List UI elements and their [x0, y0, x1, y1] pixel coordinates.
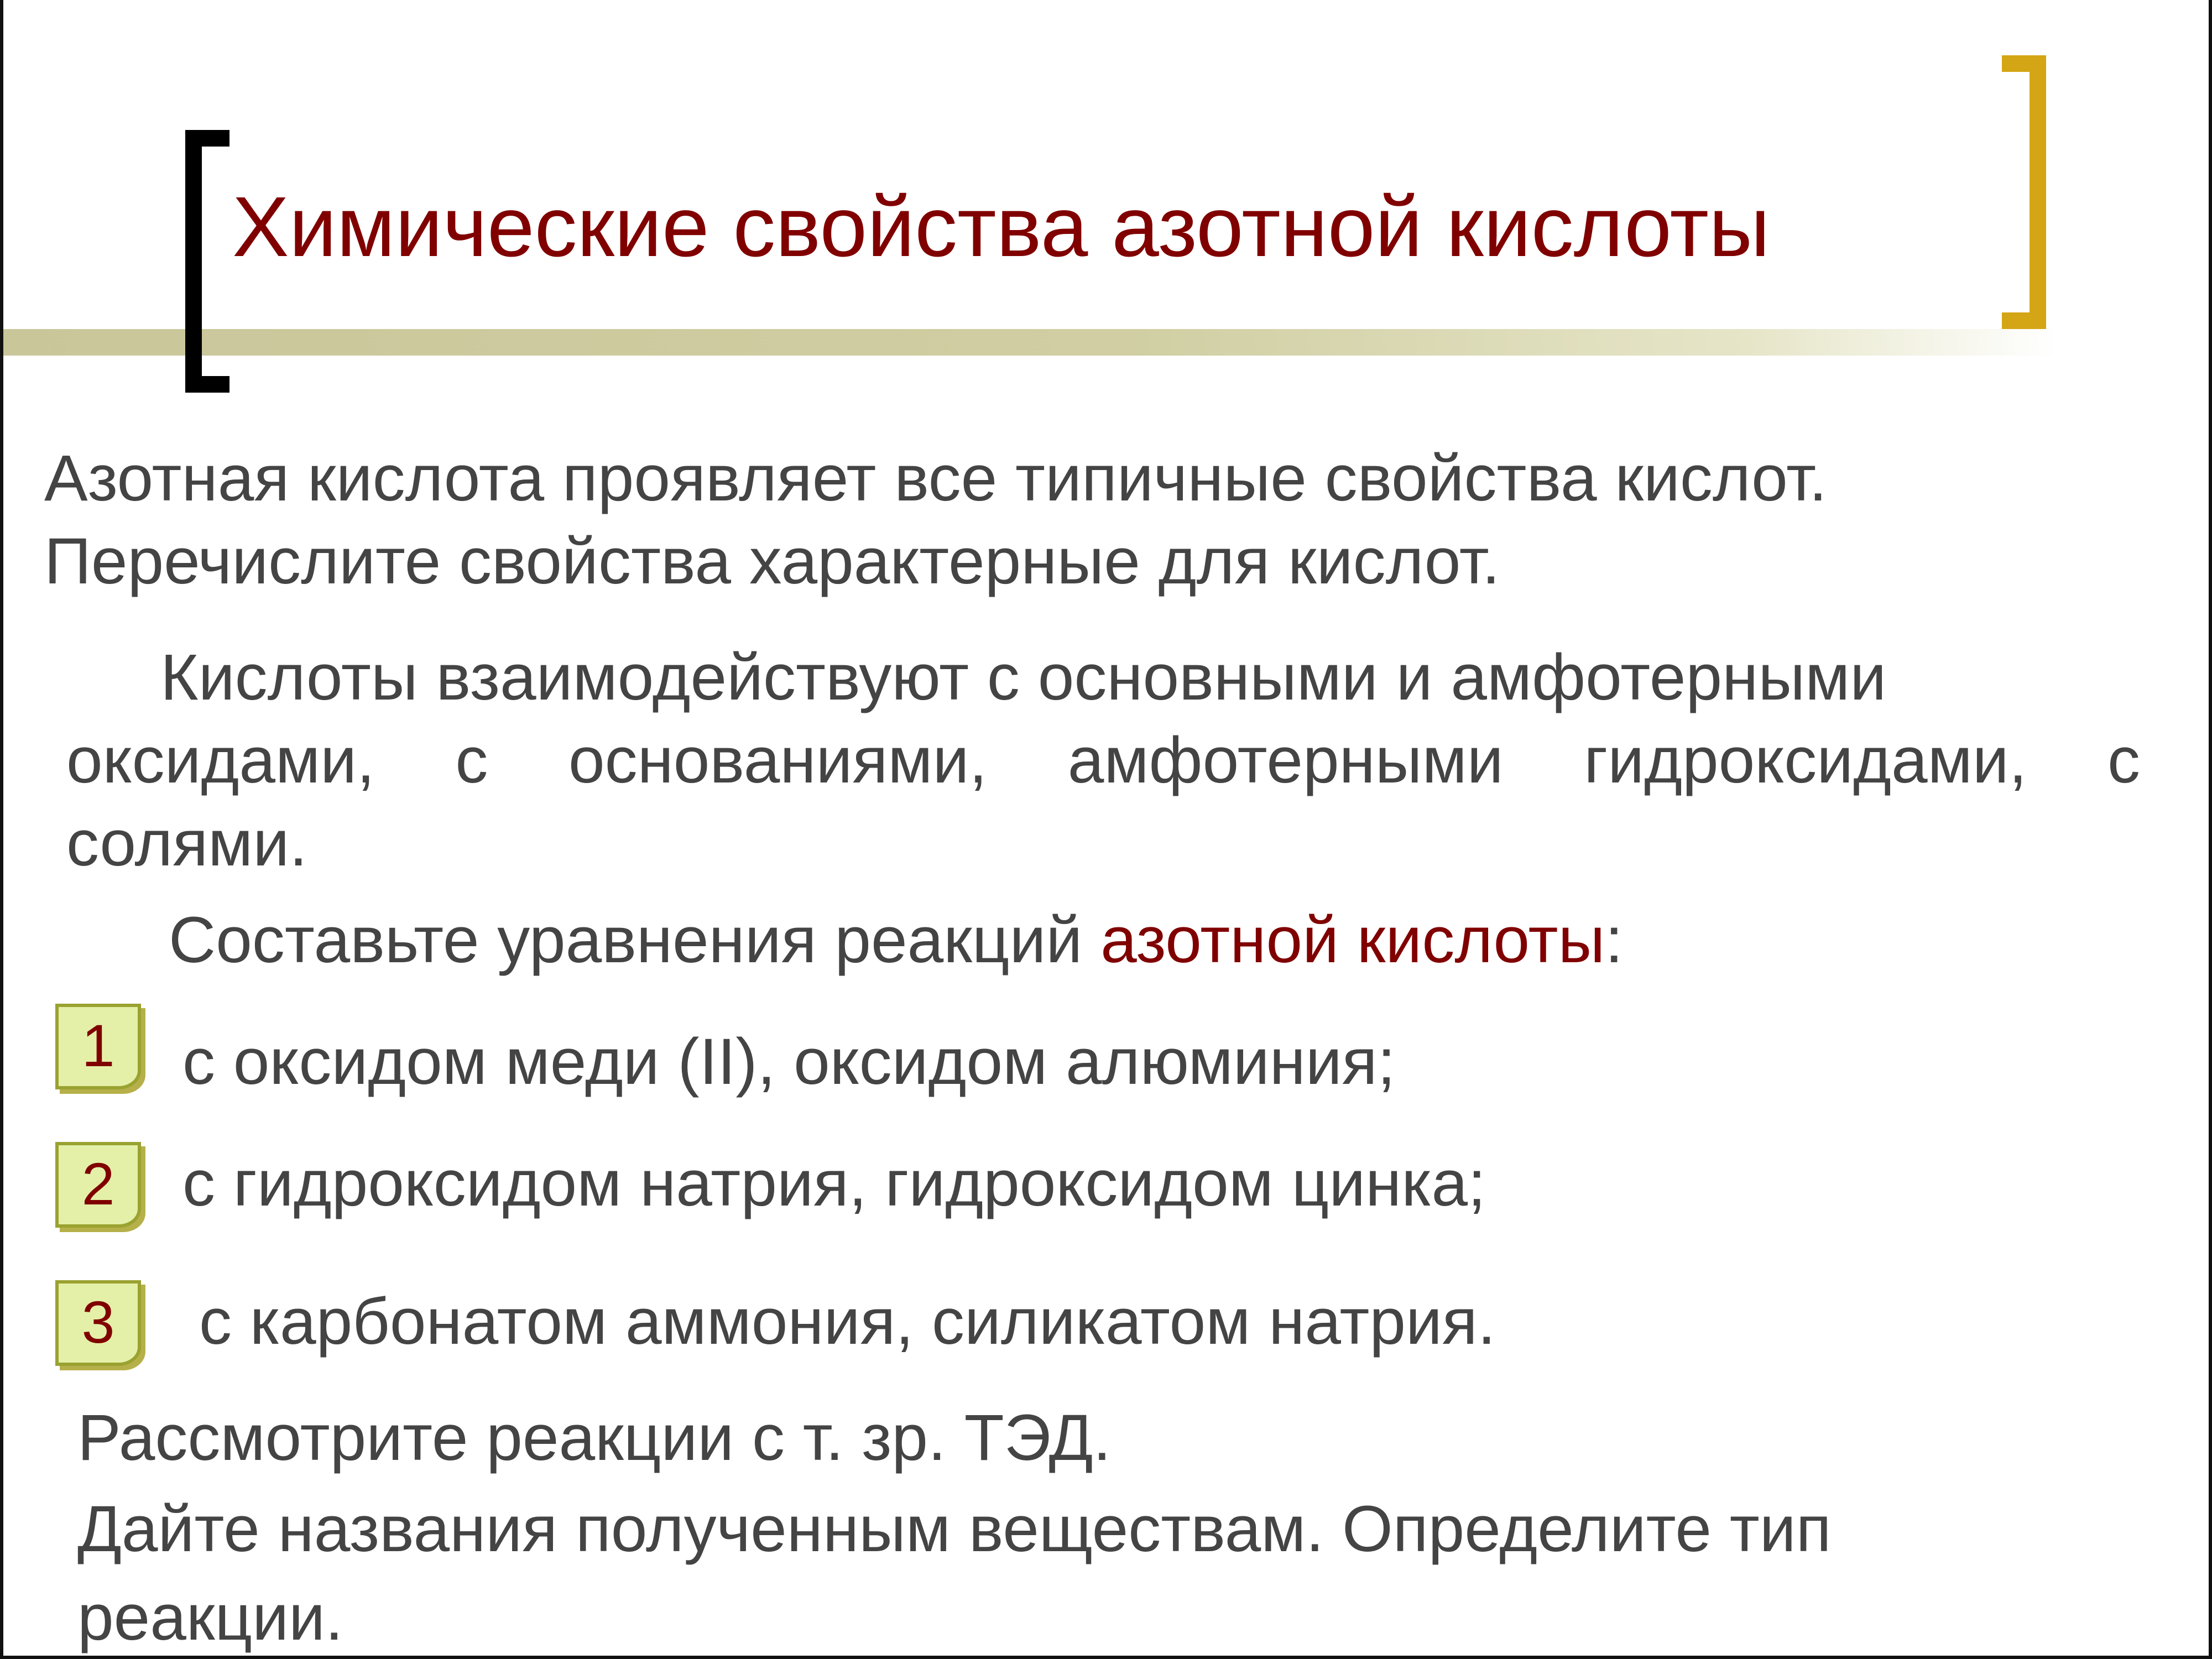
item-number-badge-2: 2	[55, 1142, 141, 1228]
acid-properties-paragraph	[66, 636, 2140, 885]
item-text-1: с оксидом меди (II), оксидом алюминия;	[182, 1025, 1396, 1098]
footer-line-2: Дайте названия полученным веществам. Определите тип	[77, 1493, 1832, 1566]
footer-line-1: Рассмотрите реакции с т. зр. ТЭД.	[77, 1401, 1112, 1474]
title-divider	[0, 329, 2057, 356]
item-number-badge-1: 1	[55, 1004, 141, 1089]
item-number-badge-3: 3	[55, 1280, 141, 1366]
intro-line-1: Азотная кислота проявляет все типичные свойства кислот.	[44, 442, 1827, 515]
paragraph-line-1: Кислоты взаимодействуют с основными и амфотерными	[160, 641, 1887, 714]
paragraph-line-3: солями.	[66, 807, 307, 880]
intro-line-2: Перечислите свойства характерные для кислот.	[44, 525, 1500, 598]
footer-line-3: реакции.	[77, 1581, 343, 1654]
instruction-suffix: :	[1605, 904, 1624, 977]
paragraph-line-2: оксидами, с основаниями, амфотерными гидроксидами, с	[66, 724, 2140, 797]
slide-title: Химические свойства азотной кислоты	[232, 179, 1770, 274]
right-bracket-decoration	[2002, 55, 2046, 329]
instruction-prefix: Составьте уравнения реакций	[169, 904, 1101, 977]
item-text-3: с карбонатом аммония, силикатом натрия.	[199, 1285, 1496, 1358]
item-text-2: с гидроксидом натрия, гидроксидом цинка;	[182, 1147, 1486, 1220]
instruction-highlight: азотной кислоты	[1100, 904, 1605, 977]
instruction-line	[169, 901, 1623, 979]
left-bracket-decoration	[185, 130, 229, 393]
